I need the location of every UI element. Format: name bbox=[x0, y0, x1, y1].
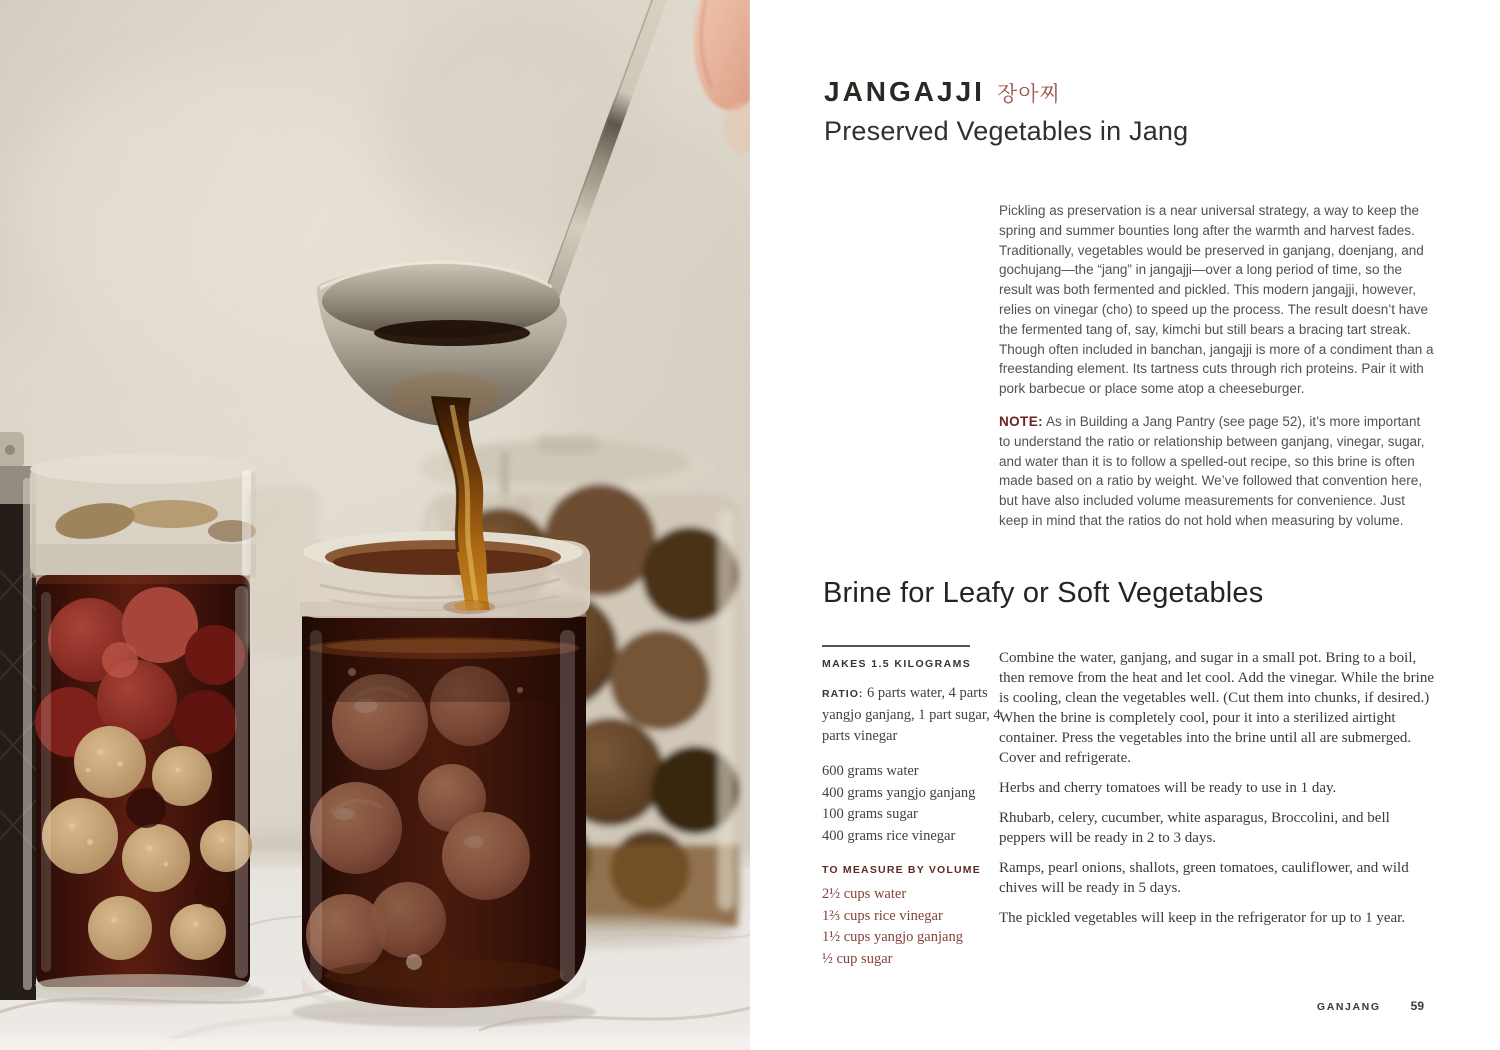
recipe-sidebar bbox=[822, 645, 1002, 970]
ratio-text: 6 parts water, 4 parts yangjo ganjang, 1 part sugar, 4 parts vinegar bbox=[822, 685, 1001, 744]
ingredient-item: 1½ cups yangjo ganjang bbox=[822, 929, 963, 945]
instruction-paragraph: Rhubarb, celery, cucumber, white asparagus, Broccolini, and bell peppers will be ready in 2 to 3 days. bbox=[999, 810, 1390, 846]
left-jar-illustration bbox=[30, 454, 256, 996]
intro-paragraph: Pickling as preservation is a near universal strategy, a way to keep the spring and summer bounties long after the warmth and harvest fades. Traditionally, vegetables would be preserved in ganjang, doenjang, and gochujang—the “jang” in jangajji—over a long period of time, so the result was both fermented and pickled. This modern jangajji, however, relies on vinegar (cho) to speed up the process. The result doesn’t have the fermented tang of, say, kimchi but still bears a bracing tart streak. Though often included in banchan, jangajji is more of a condiment than a freestanding element. Its tartness cuts through rich proteins. Pair it with pork barbecue or place some atop a cheeseburger. bbox=[999, 203, 1434, 397]
sidebar-divider bbox=[822, 645, 970, 647]
ingredient-item: 2½ cups water bbox=[822, 886, 907, 902]
note-paragraph bbox=[999, 412, 1435, 531]
ingredient-item: 400 grams rice vinegar bbox=[822, 827, 956, 844]
footer-chapter: GANJANG bbox=[1316, 1001, 1381, 1013]
title-line bbox=[824, 76, 1188, 108]
instruction-paragraph: The pickled vegetables will keep in the refrigerator for up to 1 year. bbox=[999, 910, 1406, 926]
instruction-paragraph: Herbs and cherry tomatoes will be ready to use in 1 day. bbox=[999, 780, 1337, 796]
recipe-heading: Brine for Leafy or Soft Vegetables bbox=[823, 577, 1264, 609]
ingredient-item: ½ cup sugar bbox=[822, 950, 893, 967]
recipe-page bbox=[750, 0, 1500, 1050]
ingredient-item: 1⅔ cups rice vinegar bbox=[822, 907, 943, 924]
center-jar-illustration bbox=[296, 531, 590, 1012]
ratio-block bbox=[822, 683, 1002, 747]
instructions bbox=[999, 648, 1437, 938]
recipe-title-block bbox=[824, 76, 1188, 147]
yield-label: MAKES 1.5 KILOGRAMS bbox=[822, 658, 972, 670]
volume-ingredient-list bbox=[822, 884, 1002, 970]
volume-header: TO MEASURE BY VOLUME bbox=[822, 864, 981, 876]
instruction-paragraph: Combine the water, ganjang, and sugar in a small pot. Bring to a boil, then remove from the heat and let cool. Add the vinegar. While the brine is cooling, clean the vegetables well. (Cut them into chunks, if desired.) When the brine is completely cool, pour it into a sterilized airtight container. Press the vegetables into the brine until all are submerged. Cover and refrigerate. bbox=[999, 650, 1434, 766]
page-title: JANGAJJI bbox=[824, 76, 985, 107]
center-jar-mouth bbox=[296, 531, 590, 618]
ingredient-item: 600 grams water bbox=[822, 763, 919, 779]
note-text: As in Building a Jang Pantry (see page 52), it’s more important to understand the ratio or relationship between ganjang, vinegar, sugar, and water than it is to follow a spelled-out recipe, so this brine is often made based on a ratio by weight. We’ve followed that convention here, but have also included volume measurements for convenience. Just keep in mind that the ratios do not hold when measuring by volume. bbox=[999, 414, 1425, 528]
note-label: NOTE: bbox=[999, 414, 1043, 429]
page-subtitle: Preserved Vegetables in Jang bbox=[824, 116, 1189, 146]
ratio-label: RATIO: bbox=[822, 688, 864, 700]
footer-page-number: 59 bbox=[1410, 999, 1424, 1013]
ingredient-item: 400 grams yangjo ganjang bbox=[822, 784, 976, 801]
ingredient-item: 100 grams sugar bbox=[822, 806, 918, 822]
weight-ingredient-list bbox=[822, 761, 1002, 847]
running-footer bbox=[1317, 999, 1424, 1013]
instruction-paragraph: Ramps, pearl onions, shallots, green tomatoes, cauliflower, and wild chives will be ready in 5 days. bbox=[999, 860, 1409, 896]
page-title-korean: 장아찌 bbox=[996, 83, 1061, 106]
